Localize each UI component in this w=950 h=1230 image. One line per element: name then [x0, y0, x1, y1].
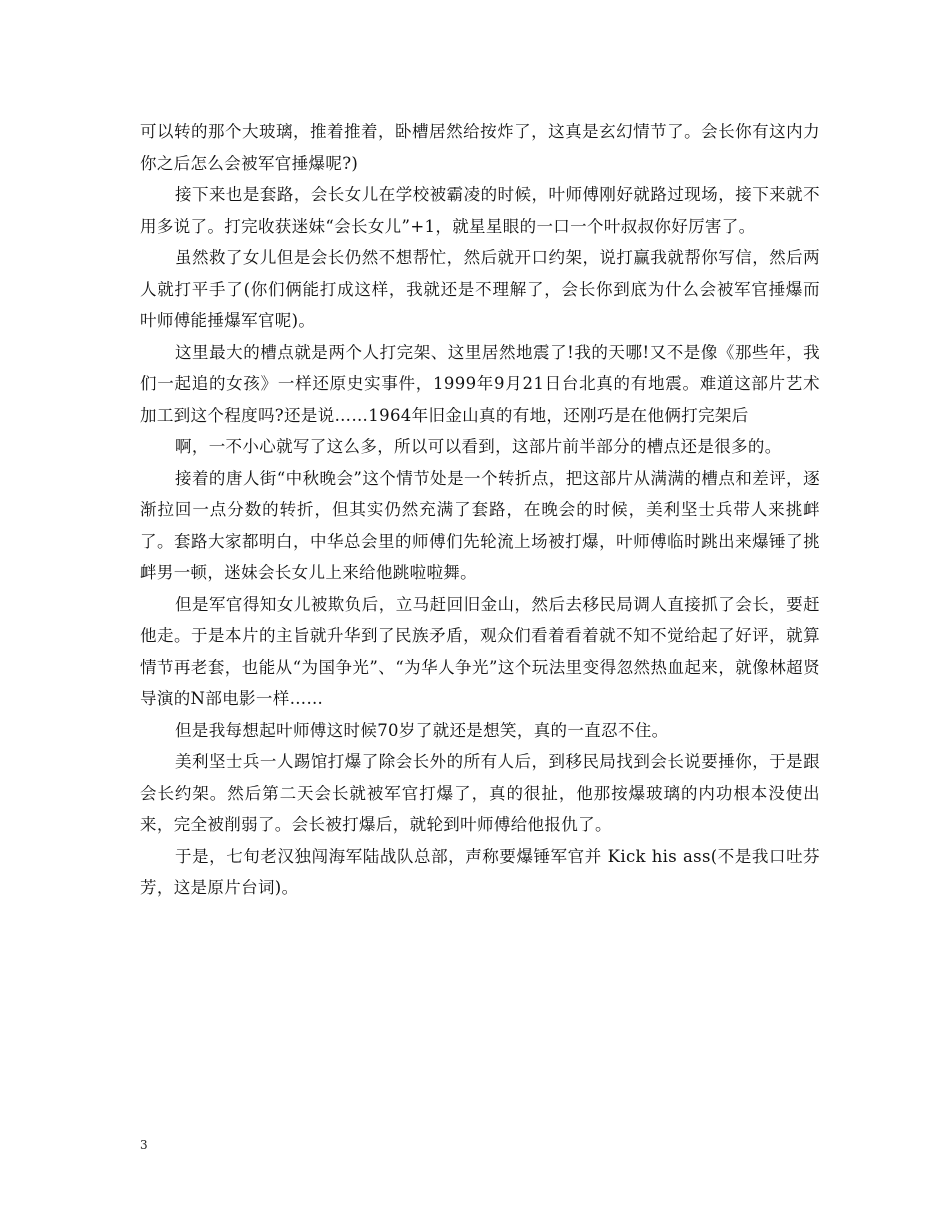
paragraph-1: 可以转的那个大玻璃，推着推着，卧槽居然给按炸了，这真是玄幻情节了。会长你有这内力你之后怎么会被军官捶爆呢?)	[140, 122, 820, 173]
page-number: 3	[140, 1138, 148, 1152]
paragraph-7: 但是军官得知女儿被欺负后，立马赶回旧金山，然后去移民局调人直接抓了会长，要赶他走。于是本片的主旨就升华到了民族矛盾，观众们看着看着就不知不觉给起了好评，就算情节再老套，也能从“为国争光”、“为华人争光”这个玩法里变得忽然热血起来，就像林超贤导演的N部电影一样……	[140, 594, 820, 708]
paragraph-9: 美利坚士兵一人踢馆打爆了除会长外的所有人后，到移民局找到会长说要捶你，于是跟会长约架。然后第二天会长就被军官打爆了，真的很扯，他那按爆玻璃的内功根本没使出来，完全被削弱了。会长被打爆后，就轮到叶师傅给他报仇了。	[140, 752, 820, 834]
paragraph-10: 于是，七旬老汉独闯海军陆战队总部，声称要爆锤军官并 Kick his ass(不是我口吐芬芳，这是原片台词)。	[140, 846, 820, 897]
paragraph-6: 接着的唐人街“中秋晚会”这个情节处是一个转折点，把这部片从满满的槽点和差评，逐渐拉回一点分数的转折，但其实仍然充满了套路，在晚会的时候，美利坚士兵带人来挑衅了。套路大家都明白，中华总会里的师傅们先轮流上场被打爆，叶师傅临时跳出来爆锤了挑衅男一顿，迷妹会长女儿上来给他跳啦啦舞。	[140, 468, 820, 582]
paragraph-3: 虽然救了女儿但是会长仍然不想帮忙，然后就开口约架，说打赢我就帮你写信，然后两人就打平手了(你们俩能打成这样，我就还是不理解了，会长你到底为什么会被军官捶爆而叶师傅能捶爆军官呢)。	[140, 248, 820, 330]
paragraph-4: 这里最大的槽点就是两个人打完架、这里居然地震了!我的天哪!又不是像《那些年，我们一起追的女孩》一样还原史实事件，1999年9月21日台北真的有地震。难道这部片艺术加工到这个程度吗?还是说……1964年旧金山真的有地，还刚巧是在他俩打完架后	[140, 342, 820, 425]
paragraph-5: 啊，一不小心就写了这么多，所以可以看到，这部片前半部分的槽点还是很多的。	[175, 437, 782, 456]
paragraph-8: 但是我每想起叶师傅这时候70岁了就还是想笑，真的一直忍不住。	[175, 720, 669, 740]
paragraph-2: 接下来也是套路，会长女儿在学校被霸凌的时候，叶师傅刚好就路过现场，接下来就不用多说了。打完收获迷妹“会长女儿”+1，就星星眼的一口一个叶叔叔你好厉害了。	[140, 185, 820, 236]
article-body	[140, 116, 820, 904]
